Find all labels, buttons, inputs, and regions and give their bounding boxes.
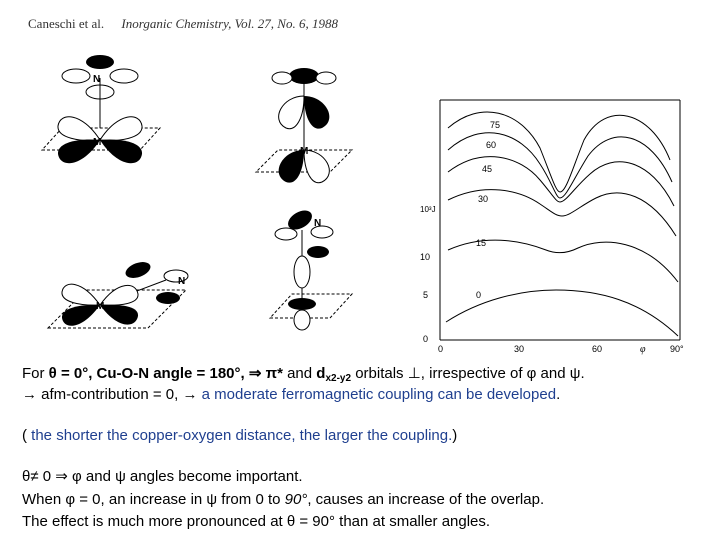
overlap-plot (420, 100, 684, 355)
text-line-6: The effect is much more pronounced at θ = 90° than at smaller angles. (22, 513, 491, 530)
curve-label: 60 (486, 140, 497, 150)
n-label: N (178, 276, 186, 287)
orbital-sketch-2 (256, 68, 352, 183)
x-tick-label: 60 (592, 344, 603, 354)
orbital-sketch-3 (270, 207, 352, 330)
n-label: N (314, 218, 322, 229)
text-line-4: θ≠ 0 ⇒ φ and ψ angles become important. (22, 468, 303, 485)
text-line-1: For θ = 0°, Cu-O-N angle = 180°, ⇒ π* and $d_{x2-y2}$ orbitals ⊥, irrespective of φ and ψ. (22, 365, 585, 384)
y-tick-label: 10 (420, 252, 431, 262)
journal-text: Inorganic Chemistry, Vol. 27, No. 6, 1988 (121, 16, 338, 31)
x-tick-label: 0 (438, 344, 444, 354)
orbital-sketch-4 (48, 259, 188, 328)
x-tick-label: 30 (514, 344, 525, 354)
curve-label: 15 (476, 238, 487, 248)
y-tick-label: 5 (423, 290, 429, 300)
curve-label: 0 (476, 290, 482, 300)
m-label: M (96, 301, 105, 312)
m-label: M (93, 137, 102, 148)
curve-75 (448, 112, 670, 192)
author-text: Caneschi et al. (28, 16, 105, 31)
n-label: N (300, 72, 308, 83)
text-line-2: → afm-contribution = 0, → a moderate ferromagnetic coupling can be developed. (22, 386, 561, 403)
text-line-3: ( the shorter the copper-oxygen distance, the larger the coupling.) (22, 427, 458, 444)
curve-label: 30 (478, 194, 489, 204)
n-label: N (93, 74, 101, 85)
x-axis-symbol: φ (640, 344, 646, 355)
y-axis-symbol: 10³J (420, 205, 436, 214)
x-tick-label: 90° (670, 344, 684, 354)
text-line-5: When φ = 0, an increase in ψ from 0 to 90°, causes an increase of the overlap. (22, 491, 545, 508)
orbital-sketch-1 (42, 55, 160, 163)
curve-label: 45 (482, 164, 493, 174)
m-label: M (300, 146, 309, 157)
curve-label: 75 (490, 120, 501, 130)
y-tick-label: 0 (423, 334, 429, 344)
